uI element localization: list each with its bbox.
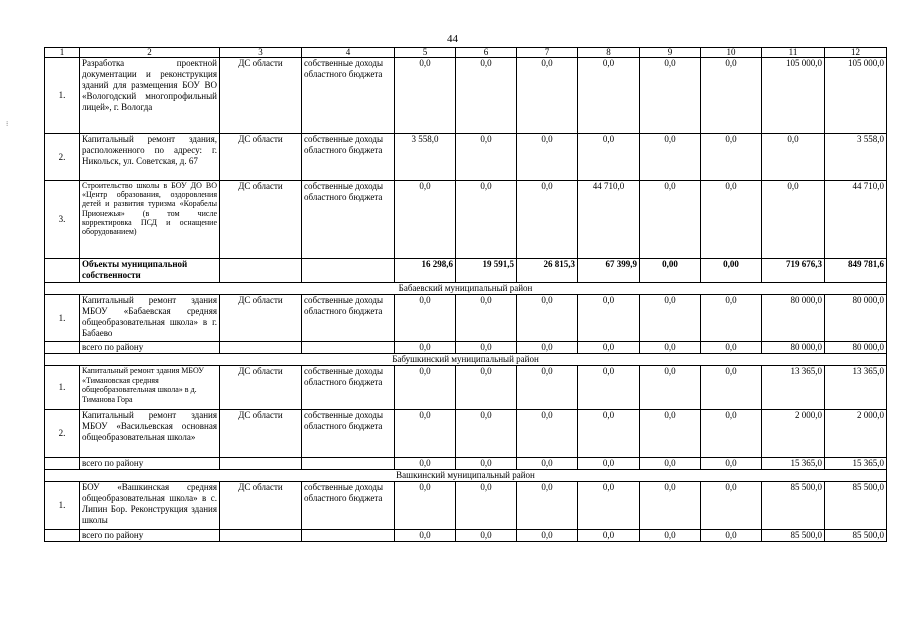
value-cell: 0,0 bbox=[701, 58, 762, 134]
header-cell: 8 bbox=[578, 48, 640, 58]
section-title: Бабаевский муниципальный район bbox=[45, 283, 887, 295]
value-cell: 0,0 bbox=[578, 295, 640, 342]
header-cell: 12 bbox=[825, 48, 887, 58]
table-row bbox=[45, 134, 887, 181]
value-cell: 0,0 bbox=[578, 458, 640, 470]
value-cell: 3 558,0 bbox=[395, 134, 456, 181]
funding-source: собственные доходы областного бюджета bbox=[302, 410, 395, 458]
empty-cell bbox=[45, 259, 80, 283]
value-cell: 16 298,6 bbox=[395, 259, 456, 283]
value-cell: 0,0 bbox=[640, 366, 701, 410]
header-cell: 11 bbox=[762, 48, 825, 58]
value-cell: 85 500,0 bbox=[762, 530, 825, 542]
value-cell: 0,0 bbox=[701, 410, 762, 458]
executor: ДС области bbox=[220, 58, 302, 134]
value-cell: 0,0 bbox=[517, 342, 578, 354]
total-label: всего по району bbox=[80, 530, 220, 542]
value-cell: 0,00 bbox=[640, 259, 701, 283]
value-cell: 0,0 bbox=[640, 134, 701, 181]
value-cell: 0,0 bbox=[456, 58, 517, 134]
row-number: 2. bbox=[45, 410, 80, 458]
value-cell: 0,0 bbox=[395, 530, 456, 542]
value-cell: 0,0 bbox=[517, 295, 578, 342]
value-cell: 0,0 bbox=[701, 134, 762, 181]
section-row bbox=[45, 283, 887, 295]
header-cell: 10 bbox=[701, 48, 762, 58]
district-total-row bbox=[45, 458, 887, 470]
value-cell: 0,0 bbox=[517, 410, 578, 458]
empty-cell bbox=[302, 530, 395, 542]
value-cell: 2 000,0 bbox=[825, 410, 887, 458]
value-cell: 0,0 bbox=[517, 482, 578, 530]
table-row bbox=[45, 410, 887, 458]
value-cell: 0,0 bbox=[578, 366, 640, 410]
empty-cell bbox=[220, 458, 302, 470]
value-cell: 0,0 bbox=[456, 458, 517, 470]
empty-cell bbox=[45, 530, 80, 542]
section-title: Вашкинский муниципальный район bbox=[45, 470, 887, 482]
value-cell: 0,0 bbox=[701, 295, 762, 342]
header-cell: 2 bbox=[80, 48, 220, 58]
executor: ДС области bbox=[220, 181, 302, 259]
value-cell: 26 815,3 bbox=[517, 259, 578, 283]
value-cell: 0,0 bbox=[456, 530, 517, 542]
value-cell: 0,0 bbox=[517, 58, 578, 134]
value-cell: 0,0 bbox=[395, 181, 456, 259]
table-row bbox=[45, 58, 887, 134]
value-cell: 44 710,0 bbox=[578, 181, 640, 259]
value-cell: 80 000,0 bbox=[825, 342, 887, 354]
value-cell: 0,0 bbox=[395, 342, 456, 354]
table-row bbox=[45, 366, 887, 410]
municipal-total-row bbox=[45, 259, 887, 283]
value-cell: 105 000,0 bbox=[825, 58, 887, 134]
value-cell: 0,0 bbox=[517, 530, 578, 542]
table-row bbox=[45, 482, 887, 530]
funding-source: собственные доходы областного бюджета bbox=[302, 482, 395, 530]
funding-source: собственные доходы областного бюджета bbox=[302, 134, 395, 181]
section-row bbox=[45, 354, 887, 366]
value-cell: 0,0 bbox=[456, 181, 517, 259]
executor: ДС области bbox=[220, 366, 302, 410]
header-cell: 6 bbox=[456, 48, 517, 58]
section-title: Бабушкинский муниципальный район bbox=[45, 354, 887, 366]
value-cell: 849 781,6 bbox=[825, 259, 887, 283]
executor: ДС области bbox=[220, 295, 302, 342]
value-cell: 2 000,0 bbox=[762, 410, 825, 458]
table-row bbox=[45, 295, 887, 342]
page-number: 44 bbox=[447, 33, 458, 45]
value-cell: 0,0 bbox=[640, 58, 701, 134]
row-number: 1. bbox=[45, 295, 80, 342]
total-label: всего по району bbox=[80, 342, 220, 354]
header-cell: 7 bbox=[517, 48, 578, 58]
value-cell: 0,0 bbox=[517, 134, 578, 181]
empty-cell bbox=[220, 530, 302, 542]
value-cell: 0,0 bbox=[578, 342, 640, 354]
funding-source: собственные доходы областного бюджета bbox=[302, 181, 395, 259]
header-cell: 4 bbox=[302, 48, 395, 58]
value-cell: 0,0 bbox=[578, 134, 640, 181]
object-name: Строительство школы в БОУ ДО ВО «Центр образования, оздоровления детей и развития туризма «Корабелы Прионежья» (в том числе корректировка ПСД и оснащение оборудованием) bbox=[80, 181, 220, 259]
funding-source: собственные доходы областного бюджета bbox=[302, 295, 395, 342]
object-name: Капитальный ремонт здания МБОУ «Тимановская средняя общеобразовательная школа» в д. Тиманова Гора bbox=[80, 366, 220, 410]
table-row bbox=[45, 181, 887, 259]
total-label: всего по району bbox=[80, 458, 220, 470]
value-cell: 0,0 bbox=[640, 342, 701, 354]
empty-cell bbox=[45, 458, 80, 470]
value-cell: 0,0 bbox=[395, 366, 456, 410]
value-cell: 0,0 bbox=[701, 482, 762, 530]
empty-cell bbox=[302, 259, 395, 283]
header-cell: 3 bbox=[220, 48, 302, 58]
object-name: БОУ «Вашкинская средняя общеобразовательная школа» в с. Липин Бор. Реконструкция здания школы bbox=[80, 482, 220, 530]
total-label: Объекты муниципальной собственности bbox=[80, 259, 220, 283]
value-cell: 67 399,9 bbox=[578, 259, 640, 283]
header-cell: 9 bbox=[640, 48, 701, 58]
value-cell: 0,00 bbox=[701, 259, 762, 283]
header-cell: 5 bbox=[395, 48, 456, 58]
empty-cell bbox=[220, 342, 302, 354]
value-cell: 0,0 bbox=[517, 458, 578, 470]
header-cell: 1 bbox=[45, 48, 80, 58]
value-cell: 15 365,0 bbox=[762, 458, 825, 470]
value-cell: 13 365,0 bbox=[825, 366, 887, 410]
empty-cell bbox=[45, 342, 80, 354]
value-cell: 3 558,0 bbox=[825, 134, 887, 181]
object-name: Капитальный ремонт здания МБОУ «Бабаевская средняя общеобразовательная школа» в г. Бабаево bbox=[80, 295, 220, 342]
district-total-row bbox=[45, 342, 887, 354]
object-name: Капитальный ремонт здания МБОУ «Васильевская основная общеобразовательная школа» bbox=[80, 410, 220, 458]
empty-cell bbox=[302, 342, 395, 354]
value-cell: 0,0 bbox=[762, 181, 825, 259]
value-cell: 0,0 bbox=[456, 410, 517, 458]
row-number: 3. bbox=[45, 181, 80, 259]
value-cell: 0,0 bbox=[640, 458, 701, 470]
value-cell: 0,0 bbox=[395, 458, 456, 470]
value-cell: 0,0 bbox=[640, 410, 701, 458]
value-cell: 0,0 bbox=[395, 482, 456, 530]
value-cell: 0,0 bbox=[578, 482, 640, 530]
value-cell: 0,0 bbox=[762, 134, 825, 181]
value-cell: 0,0 bbox=[578, 58, 640, 134]
value-cell: 0,0 bbox=[456, 342, 517, 354]
value-cell: 85 500,0 bbox=[825, 530, 887, 542]
value-cell: 80 000,0 bbox=[762, 295, 825, 342]
value-cell: 0,0 bbox=[701, 342, 762, 354]
value-cell: 0,0 bbox=[456, 366, 517, 410]
value-cell: 0,0 bbox=[578, 530, 640, 542]
value-cell: 85 500,0 bbox=[825, 482, 887, 530]
district-total-row bbox=[45, 530, 887, 542]
empty-cell bbox=[220, 259, 302, 283]
value-cell: 0,0 bbox=[395, 410, 456, 458]
value-cell: 0,0 bbox=[640, 530, 701, 542]
executor: ДС области bbox=[220, 410, 302, 458]
value-cell: 80 000,0 bbox=[762, 342, 825, 354]
value-cell: 13 365,0 bbox=[762, 366, 825, 410]
value-cell: 0,0 bbox=[701, 530, 762, 542]
section-row bbox=[45, 470, 887, 482]
value-cell: 0,0 bbox=[701, 366, 762, 410]
executor: ДС области bbox=[220, 482, 302, 530]
row-number: 1. bbox=[45, 482, 80, 530]
funding-source: собственные доходы областного бюджета bbox=[302, 58, 395, 134]
value-cell: 44 710,0 bbox=[825, 181, 887, 259]
value-cell: 0,0 bbox=[456, 482, 517, 530]
object-name: Капитальный ремонт здания, расположенного по адресу: г. Никольск, ул. Советская, д. 67 bbox=[80, 134, 220, 181]
empty-cell bbox=[302, 458, 395, 470]
value-cell: 19 591,5 bbox=[456, 259, 517, 283]
value-cell: 0,0 bbox=[640, 295, 701, 342]
scan-margin-mark: ⁝ bbox=[6, 120, 9, 128]
value-cell: 0,0 bbox=[701, 181, 762, 259]
value-cell: 85 500,0 bbox=[762, 482, 825, 530]
value-cell: 0,0 bbox=[640, 482, 701, 530]
row-number: 1. bbox=[45, 366, 80, 410]
funding-source: собственные доходы областного бюджета bbox=[302, 366, 395, 410]
row-number: 2. bbox=[45, 134, 80, 181]
value-cell: 719 676,3 bbox=[762, 259, 825, 283]
budget-table bbox=[44, 47, 887, 542]
object-name: Разработка проектной документации и реконструкция зданий для размещения БОУ ВО «Вологодский многопрофильный лицей», г. Вологда bbox=[80, 58, 220, 134]
row-number: 1. bbox=[45, 58, 80, 134]
value-cell: 15 365,0 bbox=[825, 458, 887, 470]
value-cell: 0,0 bbox=[578, 410, 640, 458]
value-cell: 0,0 bbox=[395, 295, 456, 342]
value-cell: 0,0 bbox=[517, 366, 578, 410]
value-cell: 0,0 bbox=[456, 295, 517, 342]
value-cell: 0,0 bbox=[701, 458, 762, 470]
value-cell: 0,0 bbox=[517, 181, 578, 259]
header-row bbox=[45, 48, 887, 58]
value-cell: 0,0 bbox=[640, 181, 701, 259]
executor: ДС области bbox=[220, 134, 302, 181]
value-cell: 105 000,0 bbox=[762, 58, 825, 134]
value-cell: 80 000,0 bbox=[825, 295, 887, 342]
value-cell: 0,0 bbox=[456, 134, 517, 181]
value-cell: 0,0 bbox=[395, 58, 456, 134]
